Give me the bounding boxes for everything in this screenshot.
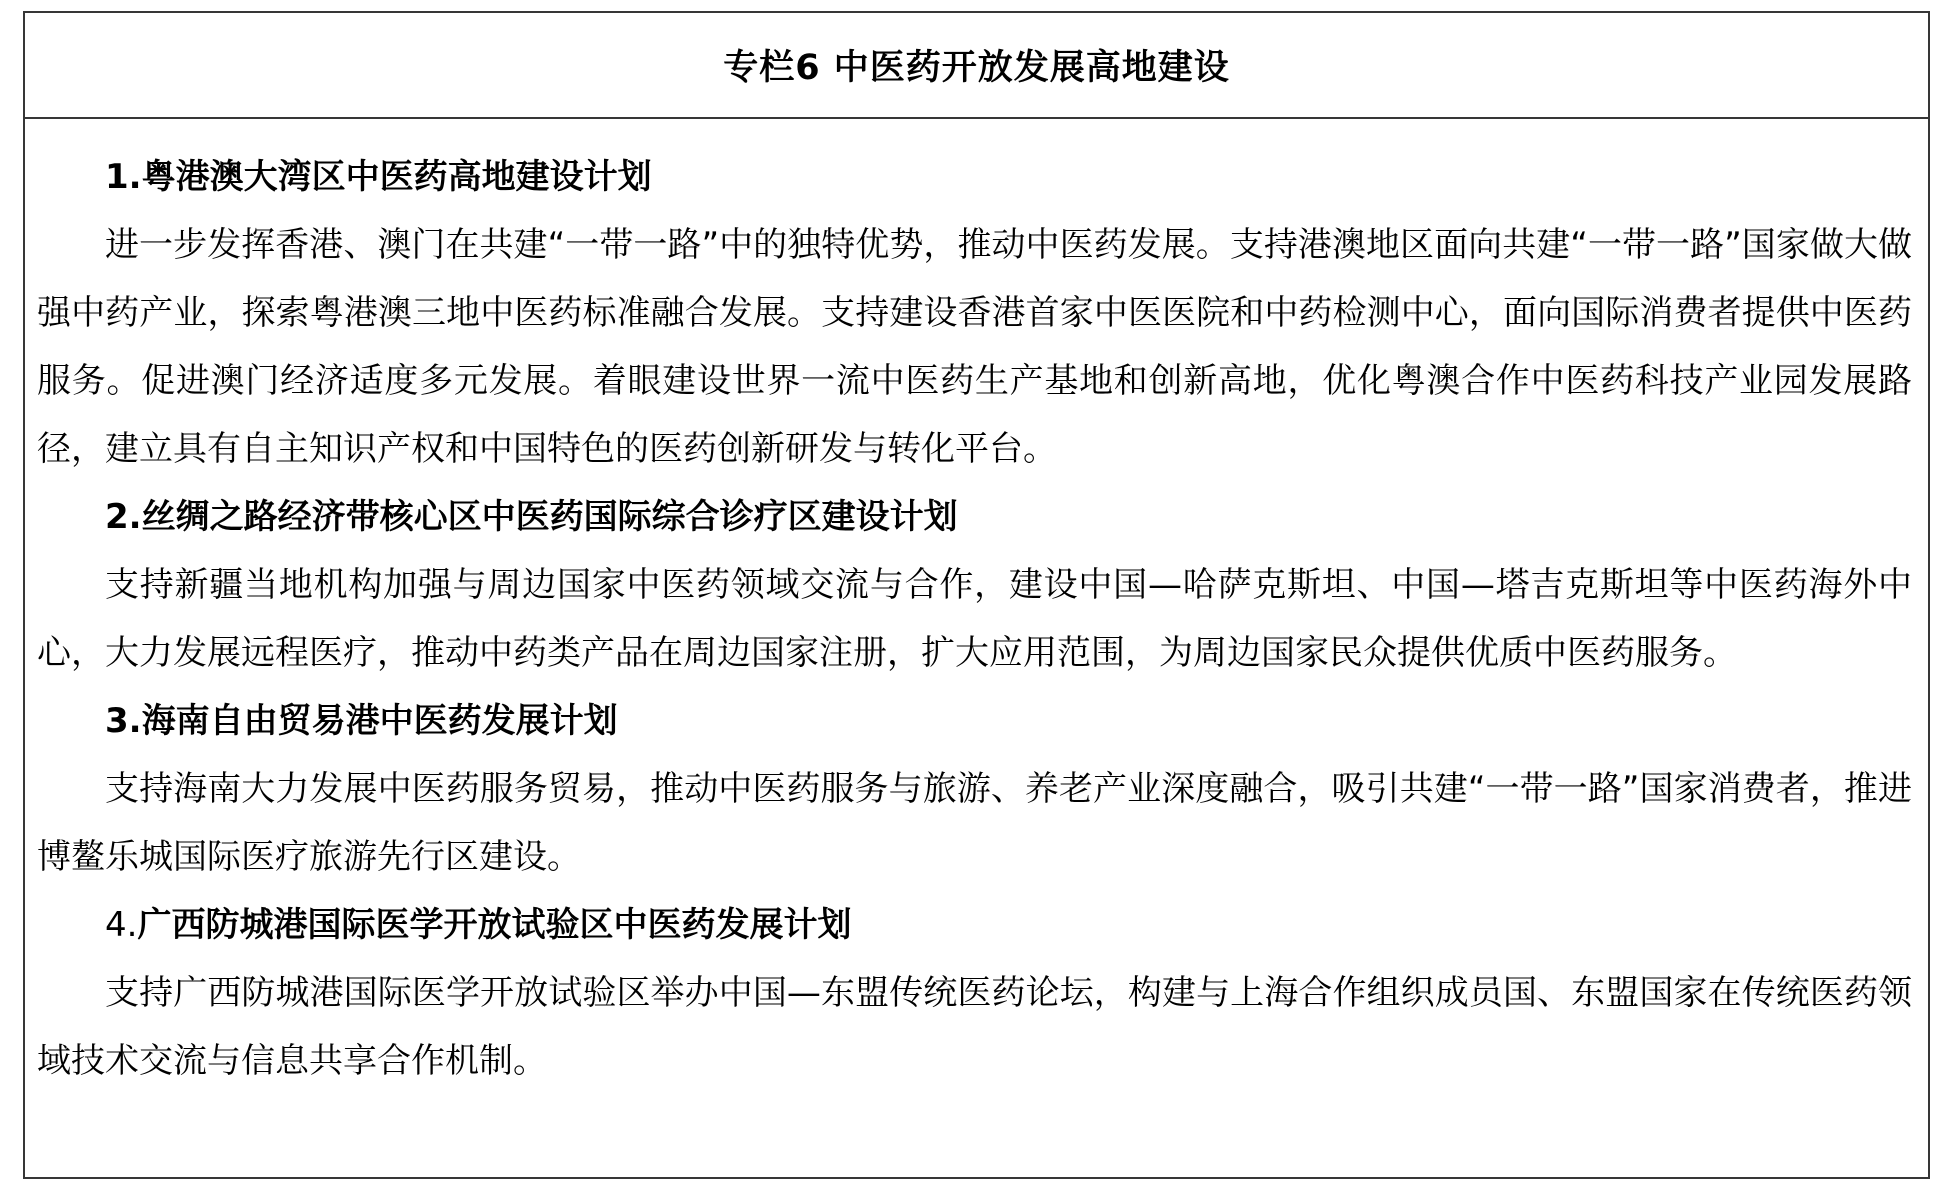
section-heading-3 bbox=[37, 687, 1912, 755]
column-title: 专栏6 中医药开放发展高地建设 bbox=[25, 13, 1928, 119]
column-box bbox=[23, 11, 1930, 1179]
section-paragraph-1: 进一步发挥香港、澳门在共建“一带一路”中的独特优势，推动中医药发展。支持港澳地区面向共建“一带一路”国家做大做强中药产业，探索粤港澳三地中医药标准融合发展。支持建设香港首家中医医院和中药检测中心，面向国际消费者提供中医药服务。促进澳门经济适度多元发展。着眼建设世界一流中医药生产基地和创新高地，优化粤澳合作中医药科技产业园发展路径，建立具有自主知识产权和中国特色的医药创新研发与转化平台。 bbox=[37, 225, 1912, 469]
section-heading-4 bbox=[37, 891, 1912, 959]
section-number-4: 4. bbox=[105, 905, 138, 945]
section-paragraph-4: 支持广西防城港国际医学开放试验区举办中国—东盟传统医药论坛，构建与上海合作组织成员国、东盟国家在传统医药领域技术交流与信息共享合作机制。 bbox=[37, 973, 1912, 1081]
section-number-2: 2. bbox=[105, 497, 142, 537]
section-number-1: 1. bbox=[105, 157, 142, 197]
section-paragraph-3: 支持海南大力发展中医药服务贸易，推动中医药服务与旅游、养老产业深度融合，吸引共建“一带一路”国家消费者，推进博鳌乐城国际医疗旅游先行区建设。 bbox=[37, 769, 1912, 877]
section-paragraph-2: 支持新疆当地机构加强与周边国家中医药领域交流与合作，建设中国—哈萨克斯坦、中国—塔吉克斯坦等中医药海外中心，大力发展远程医疗，推动中药类产品在周边国家注册，扩大应用范围，为周边国家民众提供优质中医药服务。 bbox=[37, 565, 1912, 673]
section-number-3: 3. bbox=[105, 701, 142, 741]
section-heading-text-1: 粤港澳大湾区中医药高地建设计划 bbox=[141, 157, 652, 197]
section-heading-text-3: 海南自由贸易港中医药发展计划 bbox=[141, 701, 618, 741]
section-heading-text-2: 丝绸之路经济带核心区中医药国际综合诊疗区建设计划 bbox=[141, 497, 958, 537]
section-heading-text-4: 广西防城港国际医学开放试验区中医药发展计划 bbox=[137, 905, 852, 945]
section-heading-1 bbox=[37, 143, 1912, 211]
section-heading-2 bbox=[37, 483, 1912, 551]
column-body bbox=[25, 119, 1928, 1095]
